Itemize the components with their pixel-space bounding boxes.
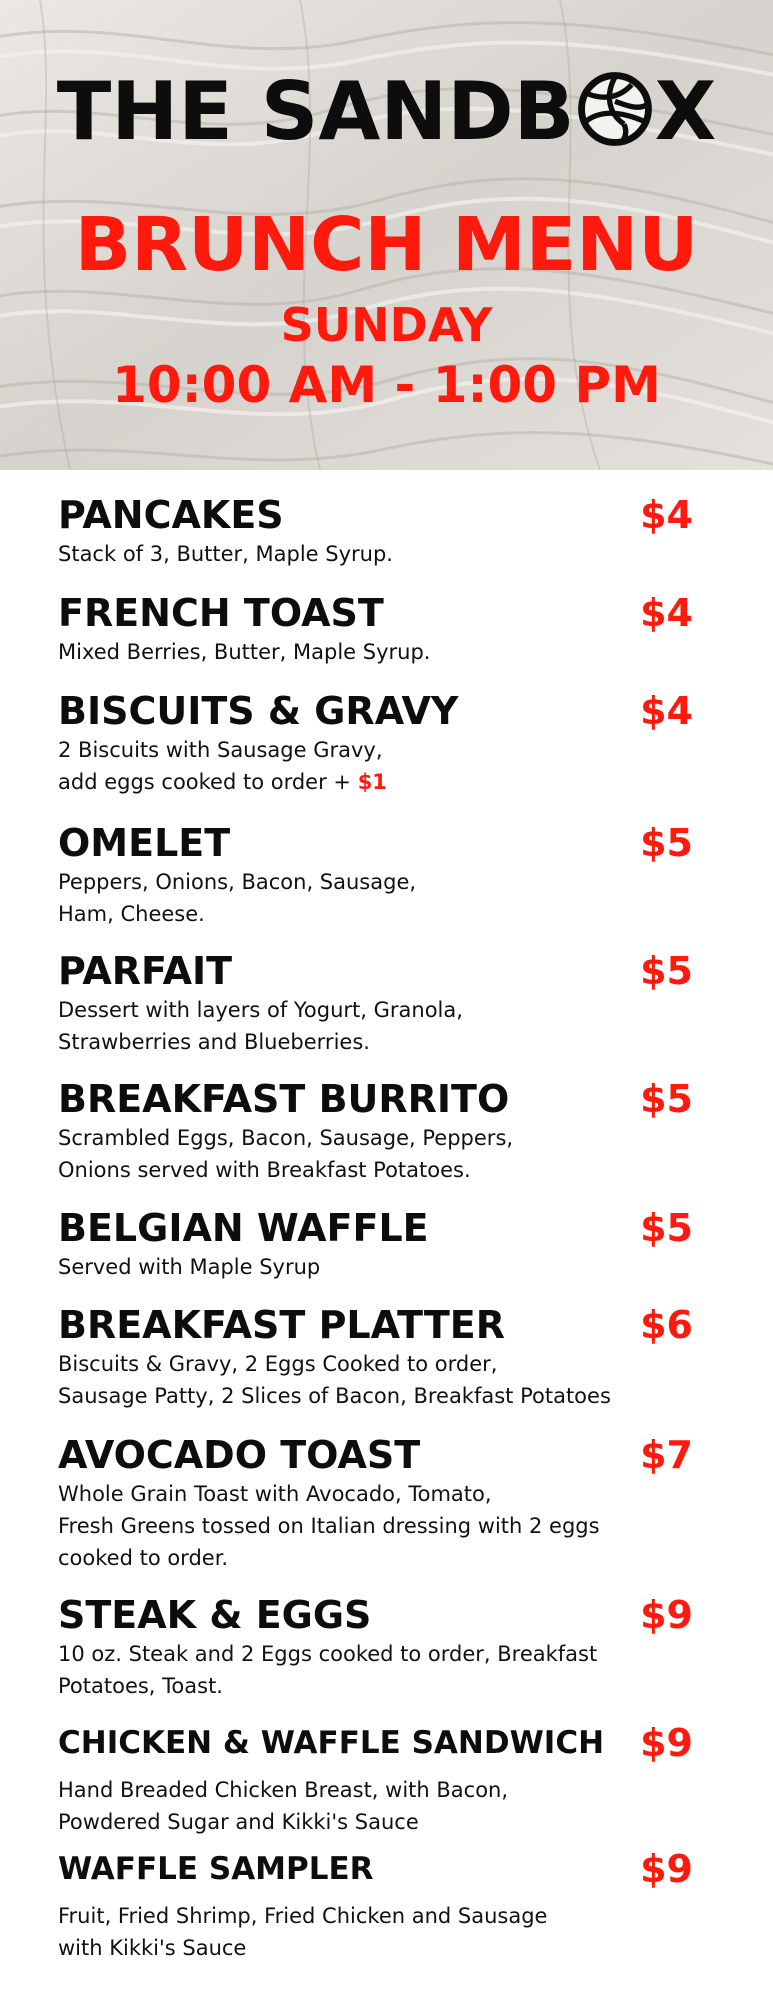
volleyball-icon (577, 71, 653, 147)
menu-item-pancakes (58, 492, 698, 570)
item-name: CHICKEN & WAFFLE SANDWICH (58, 1725, 605, 1761)
item-description: Biscuits & Gravy, 2 Eggs Cooked to order, Sausage Patty, 2 Slices of Bacon, Breakfast Potatoes (58, 1352, 611, 1408)
item-description: Whole Grain Toast with Avocado, Tomato, Fresh Greens tossed on Italian dressing with 2 eggs cooked to order. (58, 1482, 600, 1570)
menu-item-steak-eggs (58, 1592, 698, 1702)
item-price: $9 (640, 1721, 693, 1765)
menu-item-waffle-sampler (58, 1846, 698, 1964)
brand-name-right: X (654, 65, 717, 158)
item-price: $4 (640, 591, 693, 635)
item-name: PARFAIT (58, 949, 233, 993)
menu-item-chicken-waffle-sandwich (58, 1720, 698, 1838)
menu-hours: 10:00 AM - 1:00 PM (112, 356, 661, 414)
item-price: $7 (640, 1433, 693, 1477)
item-price: $4 (640, 689, 693, 733)
item-name: BISCUITS & GRAVY (58, 689, 459, 733)
menu-item-omelet (58, 820, 698, 930)
item-price: $5 (640, 949, 693, 993)
item-price: $5 (640, 1206, 693, 1250)
item-price: $4 (640, 493, 693, 537)
menu-day: SUNDAY (280, 298, 493, 352)
menu-item-biscuits-gravy (58, 688, 698, 798)
item-description: Peppers, Onions, Bacon, Sausage, Ham, Cheese. (58, 870, 417, 926)
item-name: OMELET (58, 821, 231, 865)
item-name: BELGIAN WAFFLE (58, 1206, 429, 1250)
item-name: AVOCADO TOAST (58, 1433, 421, 1477)
menu-item-breakfast-platter (58, 1302, 698, 1412)
menu-item-avocado-toast (58, 1432, 698, 1574)
item-price: $9 (640, 1847, 693, 1891)
item-description: Scrambled Eggs, Bacon, Sausage, Peppers, Onions served with Breakfast Potatoes. (58, 1126, 514, 1182)
item-price: $9 (640, 1593, 693, 1637)
item-description: Stack of 3, Butter, Maple Syrup. (58, 542, 393, 566)
header-banner (0, 0, 773, 470)
item-description-text: 2 Biscuits with Sausage Gravy, add eggs cooked to order + (58, 738, 383, 794)
menu-item-parfait (58, 948, 698, 1058)
item-name: PANCAKES (58, 493, 284, 537)
item-description: Mixed Berries, Butter, Maple Syrup. (58, 640, 431, 664)
item-price: $6 (640, 1303, 693, 1347)
item-description: Fruit, Fried Shrimp, Fried Chicken and Sausage with Kikki's Sauce (58, 1904, 548, 1960)
item-price: $5 (640, 821, 693, 865)
brand-name-left: THE SANDB (56, 65, 575, 158)
menu-item-belgian-waffle (58, 1205, 698, 1283)
item-name: STEAK & EGGS (58, 1593, 372, 1637)
add-on-price: $1 (357, 770, 387, 794)
item-name: BREAKFAST BURRITO (58, 1077, 510, 1121)
menu-item-french-toast (58, 590, 698, 668)
item-description: 10 oz. Steak and 2 Eggs cooked to order, Breakfast Potatoes, Toast. (58, 1642, 598, 1698)
menu-list (0, 470, 773, 2000)
menu-title: BRUNCH MENU (74, 202, 699, 288)
item-price: $5 (640, 1077, 693, 1121)
item-name: BREAKFAST PLATTER (58, 1303, 506, 1347)
item-name: FRENCH TOAST (58, 591, 384, 635)
item-description: Hand Breaded Chicken Breast, with Bacon, Powdered Sugar and Kikki's Sauce (58, 1778, 509, 1834)
item-description: Dessert with layers of Yogurt, Granola, Strawberries and Blueberries. (58, 998, 463, 1054)
item-description: Served with Maple Syrup (58, 1255, 321, 1279)
item-description (58, 734, 698, 798)
menu-item-breakfast-burrito (58, 1076, 698, 1186)
item-name: WAFFLE SAMPLER (58, 1851, 374, 1887)
brand-logo (0, 64, 773, 160)
